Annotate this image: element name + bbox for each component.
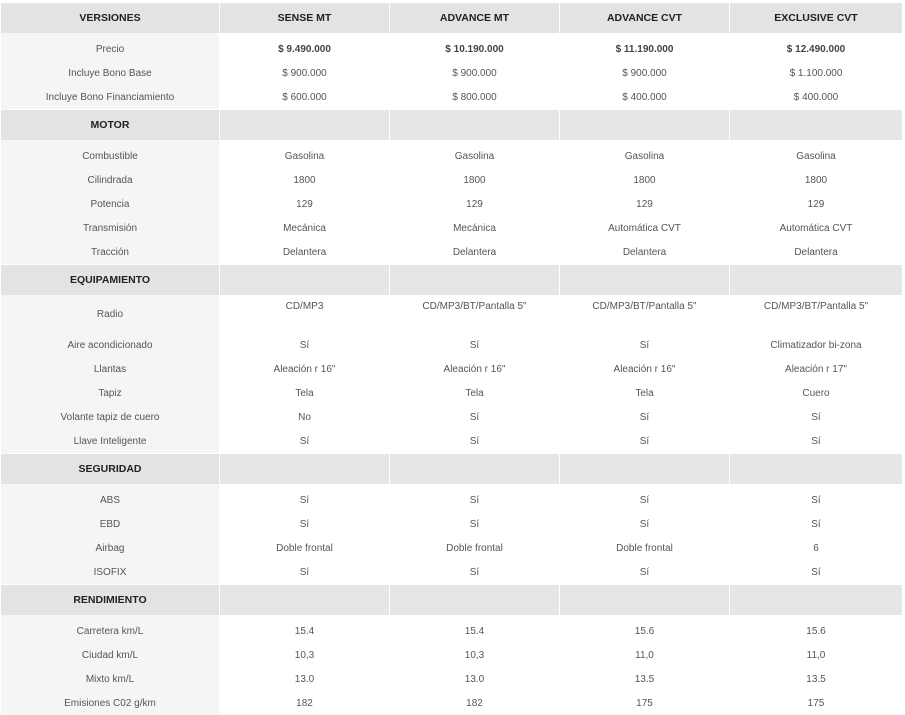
row-value: Sí — [390, 488, 560, 512]
table-row — [1, 512, 902, 536]
table-row — [1, 216, 902, 240]
row-value: $ 800.000 — [390, 85, 560, 109]
section-header-rendimiento — [1, 585, 902, 615]
row-label: Llave Inteligente — [1, 429, 220, 453]
table-row — [1, 536, 902, 560]
table-row — [1, 429, 902, 453]
row-value: CD/MP3/BT/Pantalla 5" — [730, 295, 902, 333]
row-value: 175 — [730, 691, 902, 715]
row-value: Doble frontal — [560, 536, 730, 560]
row-value: Doble frontal — [390, 536, 560, 560]
table-row — [1, 691, 902, 715]
row-value: Aleación r 16" — [390, 357, 560, 381]
row-value: $ 1.100.000 — [730, 61, 902, 85]
section-title: SEGURIDAD — [1, 454, 220, 484]
row-label: Emisiones C02 g/km — [1, 691, 220, 715]
section-header-motor — [1, 110, 902, 140]
row-label: Tracción — [1, 240, 220, 264]
row-value: $ 400.000 — [730, 85, 902, 109]
row-value: CD/MP3/BT/Pantalla 5" — [560, 295, 730, 333]
section-header-equipamiento — [1, 265, 902, 295]
row-label: Incluye Bono Base — [1, 61, 220, 85]
row-value: $ 900.000 — [560, 61, 730, 85]
row-value: 1800 — [390, 168, 560, 192]
row-value: Sí — [390, 429, 560, 453]
table-row — [1, 619, 902, 643]
row-label: Volante tapiz de cuero — [1, 405, 220, 429]
row-value: Sí — [220, 488, 390, 512]
row-label: Tapiz — [1, 381, 220, 405]
spec-table — [1, 3, 902, 715]
row-value: 13.0 — [220, 667, 390, 691]
row-label: EBD — [1, 512, 220, 536]
row-label: Mixto km/L — [1, 667, 220, 691]
row-label: Transmisión — [1, 216, 220, 240]
price-row — [1, 37, 902, 61]
row-value: Sí — [390, 333, 560, 357]
table-row — [1, 381, 902, 405]
row-value: Sí — [560, 560, 730, 584]
row-value: 1800 — [730, 168, 902, 192]
table-row — [1, 405, 902, 429]
row-value: $ 900.000 — [390, 61, 560, 85]
row-value: 10,3 — [220, 643, 390, 667]
row-value: Sí — [560, 405, 730, 429]
row-label: Ciudad km/L — [1, 643, 220, 667]
table-row — [1, 488, 902, 512]
row-value: Sí — [730, 488, 902, 512]
row-value: Tela — [220, 381, 390, 405]
row-value: $ 10.190.000 — [390, 37, 560, 61]
row-value: Gasolina — [560, 144, 730, 168]
row-label: Precio — [1, 37, 220, 61]
row-value: Sí — [220, 429, 390, 453]
row-value: No — [220, 405, 390, 429]
row-value: CD/MP3 — [220, 295, 390, 333]
row-value: Sí — [560, 333, 730, 357]
table-row — [1, 357, 902, 381]
row-label: Combustible — [1, 144, 220, 168]
row-label: Carretera km/L — [1, 619, 220, 643]
row-value: Climatizador bi-zona — [730, 333, 902, 357]
version-header: EXCLUSIVE CVT — [730, 3, 902, 33]
row-value: 15.4 — [220, 619, 390, 643]
row-value: $ 600.000 — [220, 85, 390, 109]
table-row — [1, 192, 902, 216]
row-value: Mecánica — [390, 216, 560, 240]
row-value: Gasolina — [220, 144, 390, 168]
row-value: $ 9.490.000 — [220, 37, 390, 61]
versions-header-row — [1, 3, 902, 33]
table-row-radio — [1, 295, 902, 333]
row-value: Tela — [560, 381, 730, 405]
row-value: 1800 — [560, 168, 730, 192]
row-value: Aleación r 16" — [220, 357, 390, 381]
row-value: 15.6 — [730, 619, 902, 643]
row-value: 15.6 — [560, 619, 730, 643]
version-header: ADVANCE MT — [390, 3, 560, 33]
row-value: Delantera — [390, 240, 560, 264]
row-label: Llantas — [1, 357, 220, 381]
row-value: Sí — [730, 405, 902, 429]
table-row — [1, 144, 902, 168]
row-value: Delantera — [220, 240, 390, 264]
row-label: Radio — [1, 295, 220, 333]
table-row — [1, 667, 902, 691]
row-value: 11,0 — [560, 643, 730, 667]
row-value: 13.5 — [730, 667, 902, 691]
row-value: Gasolina — [390, 144, 560, 168]
section-title: MOTOR — [1, 110, 220, 140]
table-row — [1, 333, 902, 357]
row-value: Aleación r 17" — [730, 357, 902, 381]
row-value: Sí — [220, 560, 390, 584]
version-header: ADVANCE CVT — [560, 3, 730, 33]
row-label: Potencia — [1, 192, 220, 216]
row-value: Sí — [390, 405, 560, 429]
table-row — [1, 240, 902, 264]
row-value: 129 — [560, 192, 730, 216]
row-label: ABS — [1, 488, 220, 512]
row-label: Incluye Bono Financiamiento — [1, 85, 220, 109]
row-value: Gasolina — [730, 144, 902, 168]
row-value: CD/MP3/BT/Pantalla 5" — [390, 295, 560, 333]
row-value: Tela — [390, 381, 560, 405]
row-value: $ 12.490.000 — [730, 37, 902, 61]
row-value: 182 — [390, 691, 560, 715]
bono-base-row — [1, 61, 902, 85]
row-value: Sí — [730, 429, 902, 453]
row-value: Sí — [390, 512, 560, 536]
row-value: 175 — [560, 691, 730, 715]
row-value: Sí — [390, 560, 560, 584]
row-value: $ 400.000 — [560, 85, 730, 109]
row-value: Sí — [560, 512, 730, 536]
row-label: Cilindrada — [1, 168, 220, 192]
row-value: Sí — [560, 429, 730, 453]
row-value: Sí — [220, 512, 390, 536]
version-header: SENSE MT — [220, 3, 390, 33]
row-value: Doble frontal — [220, 536, 390, 560]
table-row — [1, 643, 902, 667]
row-label: Airbag — [1, 536, 220, 560]
versions-header-label: VERSIONES — [1, 3, 220, 33]
row-value: Sí — [220, 333, 390, 357]
row-label: ISOFIX — [1, 560, 220, 584]
section-title: EQUIPAMIENTO — [1, 265, 220, 295]
row-value: 182 — [220, 691, 390, 715]
row-value: Mecánica — [220, 216, 390, 240]
row-value: Sí — [730, 560, 902, 584]
row-value: Cuero — [730, 381, 902, 405]
row-value: 13.5 — [560, 667, 730, 691]
row-value: Automática CVT — [560, 216, 730, 240]
row-value: Automática CVT — [730, 216, 902, 240]
row-value: 13.0 — [390, 667, 560, 691]
row-value: $ 900.000 — [220, 61, 390, 85]
section-title: RENDIMIENTO — [1, 585, 220, 615]
row-value: 129 — [730, 192, 902, 216]
table-row — [1, 168, 902, 192]
row-value: Aleación r 16" — [560, 357, 730, 381]
section-header-seguridad — [1, 454, 902, 484]
row-value: 6 — [730, 536, 902, 560]
row-value: Delantera — [560, 240, 730, 264]
row-value: 1800 — [220, 168, 390, 192]
row-label: Aire acondicionado — [1, 333, 220, 357]
row-value: Delantera — [730, 240, 902, 264]
bono-financiamiento-row — [1, 85, 902, 109]
table-row — [1, 560, 902, 584]
row-value: Sí — [560, 488, 730, 512]
row-value: 129 — [390, 192, 560, 216]
row-value: 15.4 — [390, 619, 560, 643]
row-value: 11,0 — [730, 643, 902, 667]
row-value: Sí — [730, 512, 902, 536]
row-value: $ 11.190.000 — [560, 37, 730, 61]
row-value: 129 — [220, 192, 390, 216]
row-value: 10,3 — [390, 643, 560, 667]
